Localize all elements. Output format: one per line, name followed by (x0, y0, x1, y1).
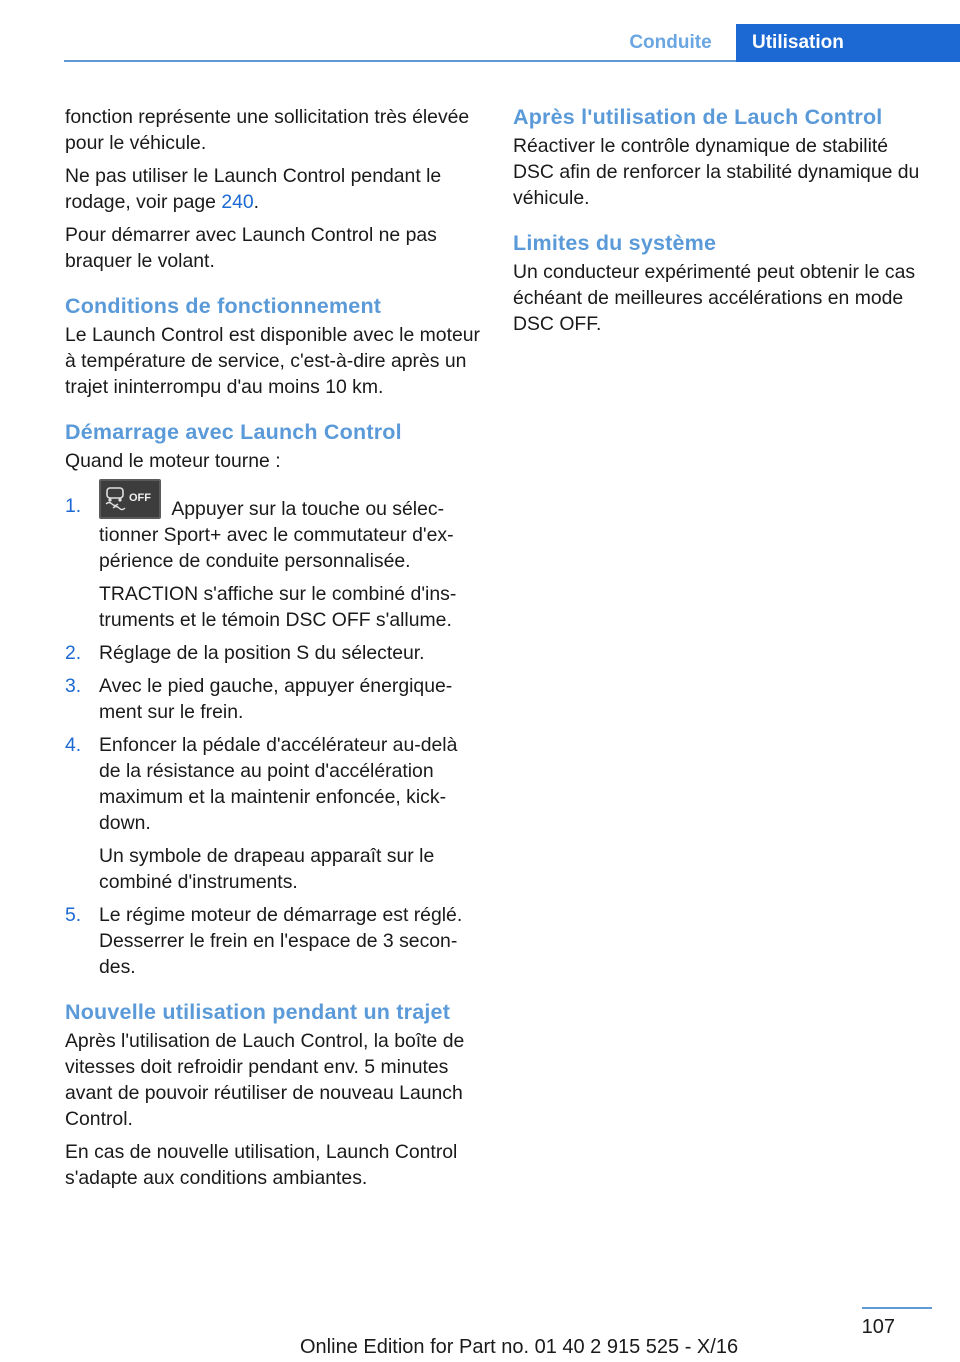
heading-conditions: Conditions de fonctionnement (65, 294, 382, 318)
paragraph-rodage (65, 163, 480, 215)
heading-nouvelle-utilisation: Nouvelle utilisation pendant un trajet (65, 1000, 451, 1024)
right-column (513, 104, 933, 344)
paragraph-demarrage: Quand le moteur tourne : (65, 450, 281, 472)
tab-utilisation[interactable]: Utilisation (736, 24, 960, 62)
paragraph-conditions: Le Launch Control est disponible avec le moteur à température de service, c'est-à-dire après un trajet ininterrompu d'au moins 10 km. (65, 324, 480, 398)
paragraph-apres: Réactiver le contrôle dynamique de stabilité DSC afin de renforcer la stabilité dynamique du véhicule. (513, 135, 920, 209)
step-number: 4. (65, 734, 82, 756)
paragraph-limites: Un conducteur expérimenté peut obtenir le cas échéant de meilleures accélérations en mode DSC OFF. (513, 261, 916, 335)
left-column (65, 104, 480, 1198)
heading-limites: Limites du système (513, 231, 717, 255)
edition-footer: Online Edition for Part no. 01 40 2 915 525 - X/16 (300, 1336, 739, 1358)
dsc-off-button-icon (99, 479, 161, 519)
step-subtext: Un symbole de drapeau apparaît sur le combiné d'instruments. (99, 845, 435, 893)
step-number: 3. (65, 675, 82, 697)
heading-apres-utilisation: Après l'utilisation de Lauch Control (513, 105, 883, 129)
page-header (64, 24, 960, 62)
list-item (65, 673, 480, 725)
steps-list (65, 493, 480, 980)
list-item (65, 640, 480, 666)
rodage-text: Ne pas utiliser le Launch Control pendant le rodage, voir page (65, 165, 442, 213)
step-text: Avec le pied gauche, appuyer énergiquement sur le frein. (99, 675, 453, 723)
dsc-off-label: OFF (129, 492, 151, 504)
page-link-240[interactable]: 240 (221, 191, 254, 213)
step-text: Enfoncer la pédale d'accélérateur au-delà de la résistance au point d'accélération maximum et la maintenir enfoncée, kickdown. (99, 734, 458, 834)
step-text: Appuyer sur la touche ou sélectionner Sport+ avec le commutateur d'expérience de conduite personnalisée. (99, 498, 454, 572)
tab-conduite[interactable]: Conduite (629, 32, 712, 53)
step-subtext: TRACTION s'affiche sur le combiné d'instruments et le témoin DSC OFF s'allume. (99, 583, 457, 631)
paragraph-intro: fonction représente une sollicitation très élevée pour le véhicule. (65, 106, 470, 154)
step-number: 5. (65, 904, 82, 926)
step-number: 2. (65, 642, 82, 664)
paragraph-nouvelle-2: En cas de nouvelle utilisation, Launch Control s'adapte aux conditions ambiantes. (65, 1141, 458, 1189)
heading-demarrage: Démarrage avec Launch Control (65, 420, 402, 444)
step-number: 1. (65, 495, 82, 517)
list-item (65, 732, 480, 895)
list-item (65, 902, 480, 980)
paragraph-nouvelle-1: Après l'utilisation de Lauch Control, la boîte de vitesses doit refroidir pendant env. 5 minutes avant de pouvoir réutiliser de nouveau Launch Control. (65, 1030, 465, 1130)
step-text: Réglage de la position S du sélecteur. (99, 642, 425, 664)
step-text: Le régime moteur de démarrage est réglé. Desserrer le frein en l'espace de 3 secondes. (99, 904, 463, 978)
paragraph-volant: Pour démarrer avec Launch Control ne pas braquer le volant. (65, 224, 437, 272)
list-item (65, 493, 480, 633)
footer-divider (862, 1307, 932, 1309)
page-number: 107 (861, 1316, 895, 1338)
rodage-end: . (253, 191, 260, 213)
